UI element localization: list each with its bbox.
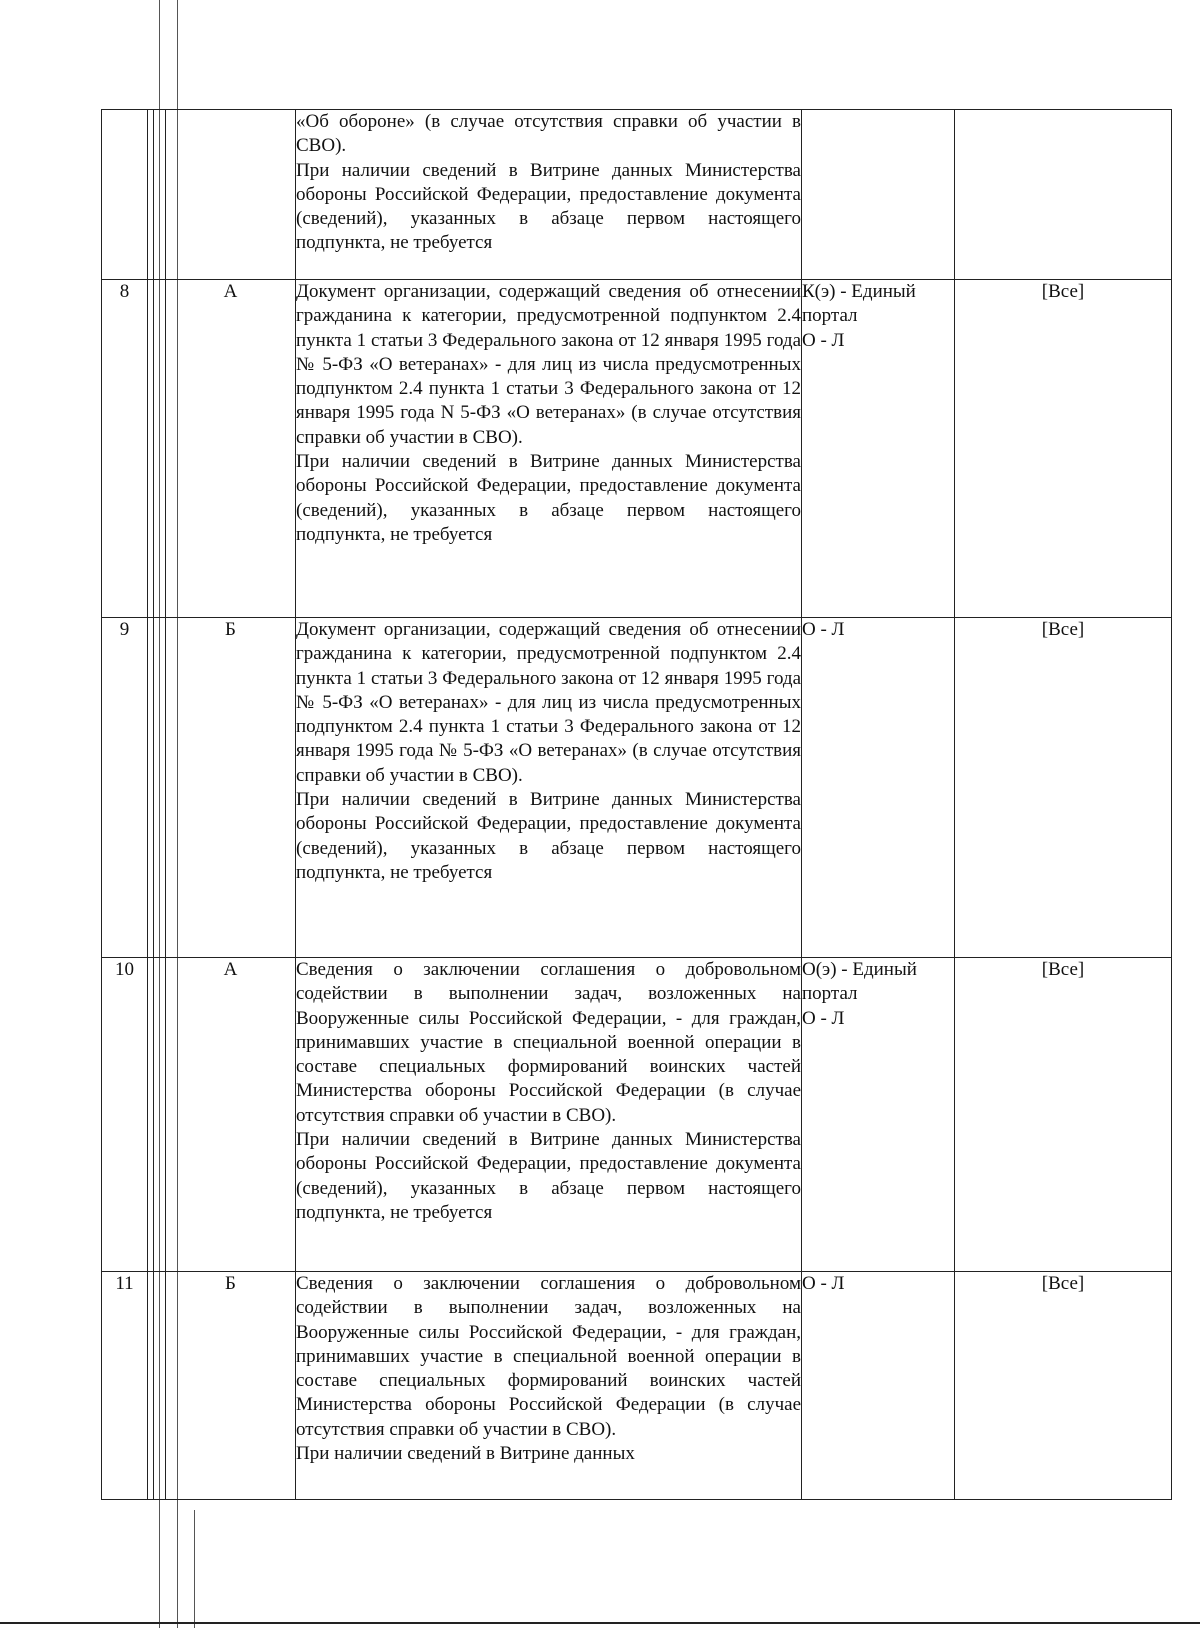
row-applicability: [Все] bbox=[955, 958, 1172, 1272]
source-line: О - Л bbox=[802, 1273, 845, 1294]
table-row bbox=[102, 958, 1172, 1272]
source-line: О - Л bbox=[802, 1007, 845, 1029]
source-line: К(э) - Единый портал bbox=[802, 281, 921, 327]
table-row bbox=[102, 110, 1172, 280]
table-row bbox=[102, 618, 1172, 958]
row-applicability: [Все] bbox=[955, 1272, 1172, 1500]
table-row bbox=[102, 280, 1172, 618]
row-description bbox=[296, 958, 802, 1272]
description-paragraph: При наличии сведений в Витрине данных Министерства обороны Российской Федерации, предоставление документа (сведений), указанных в абзаце первом настоящего подпункта, не требуется bbox=[296, 451, 801, 545]
row-number: 9 bbox=[102, 618, 148, 958]
row-description bbox=[296, 618, 802, 958]
source-line: О - Л bbox=[802, 329, 845, 351]
row-applicability bbox=[955, 110, 1172, 280]
row-description bbox=[296, 1272, 802, 1500]
source-line: О(э) - Единый портал bbox=[802, 959, 922, 1005]
row-number: 11 bbox=[102, 1272, 148, 1500]
blank-cell bbox=[154, 110, 166, 280]
row-source bbox=[802, 1272, 955, 1500]
description-paragraph: При наличии сведений в Витрине данных Министерства обороны Российской Федерации, предоставление документа (сведений), указанных в абзаце первом настоящего подпункта, не требуется bbox=[296, 789, 801, 883]
row-source bbox=[802, 618, 955, 958]
blank-cell bbox=[154, 280, 166, 618]
description-paragraph: Документ организации, содержащий сведения об отнесении гражданина к категории, предусмотренной подпунктом 2.4 пункта 1 статьи 3 Федерального закона от 12 января 1995 года № 5-ФЗ «О ветеранах» - для лиц из числа предусмотренных подпунктом 2.4 пункта 1 статьи 3 Федерального закона от 12 января 1995 года N 5-ФЗ «О ветеранах» (в случае отсутствия справки об участии в СВО). bbox=[296, 281, 801, 448]
description-paragraph: Сведения о заключении соглашения о добровольном содействии в выполнении задач, возложенных на Вооруженные силы Российской Федерации, - для граждан, принимавших участие в специальной военной операции в составе специальных формирований воинских частей Министерства обороны Российской Федерации (в случае отсутствия справки об участии в СВО). bbox=[296, 959, 801, 1126]
description-paragraph: «Об обороне» (в случае отсутствия справки об участии в СВО). bbox=[296, 111, 801, 157]
description-paragraph: Документ организации, содержащий сведения об отнесении гражданина к категории, предусмотренной подпунктом 2.4 пункта 1 статьи 3 Федерального закона от 12 января 1995 года № 5-ФЗ «О ветеранах» - для лиц из числа предусмотренных подпунктом 2.4 пункта 1 статьи 3 Федерального закона от 12 января 1995 года № 5-ФЗ «О ветеранах» (в случае отсутствия справки об участии в СВО). bbox=[296, 619, 801, 786]
row-applicability: [Все] bbox=[955, 280, 1172, 618]
description-paragraph: При наличии сведений в Витрине данных Министерства обороны Российской Федерации, предоставление документа (сведений), указанных в абзаце первом настоящего подпункта, не требуется bbox=[296, 1129, 801, 1223]
scan-artifact-line bbox=[0, 1622, 1200, 1624]
blank-cell bbox=[154, 1272, 166, 1500]
row-description bbox=[296, 280, 802, 618]
row-source bbox=[802, 280, 955, 618]
requirements-table bbox=[101, 109, 1172, 1500]
row-category: А bbox=[166, 280, 296, 618]
row-description bbox=[296, 110, 802, 280]
description-paragraph: Сведения о заключении соглашения о добровольном содействии в выполнении задач, возложенных на Вооруженные силы Российской Федерации, - для граждан, принимавших участие в специальной военной операции в составе специальных формирований воинских частей Министерства обороны Российской Федерации (в случае отсутствия справки об участии в СВО). bbox=[296, 1273, 801, 1440]
row-category bbox=[166, 110, 296, 280]
row-source bbox=[802, 958, 955, 1272]
row-category: А bbox=[166, 958, 296, 1272]
row-number: 10 bbox=[102, 958, 148, 1272]
row-number bbox=[102, 110, 148, 280]
description-paragraph: При наличии сведений в Витрине данных bbox=[296, 1443, 635, 1465]
scan-artifact-line bbox=[194, 1510, 195, 1628]
row-number: 8 bbox=[102, 280, 148, 618]
row-applicability: [Все] bbox=[955, 618, 1172, 958]
row-category: Б bbox=[166, 618, 296, 958]
row-source bbox=[802, 110, 955, 280]
table-row bbox=[102, 1272, 1172, 1500]
blank-cell bbox=[154, 618, 166, 958]
source-line: О - Л bbox=[802, 619, 845, 640]
row-category: Б bbox=[166, 1272, 296, 1500]
description-paragraph: При наличии сведений в Витрине данных Министерства обороны Российской Федерации, предоставление документа (сведений), указанных в абзаце первом настоящего подпункта, не требуется bbox=[296, 159, 801, 254]
blank-cell bbox=[154, 958, 166, 1272]
table-body bbox=[102, 110, 1172, 1500]
